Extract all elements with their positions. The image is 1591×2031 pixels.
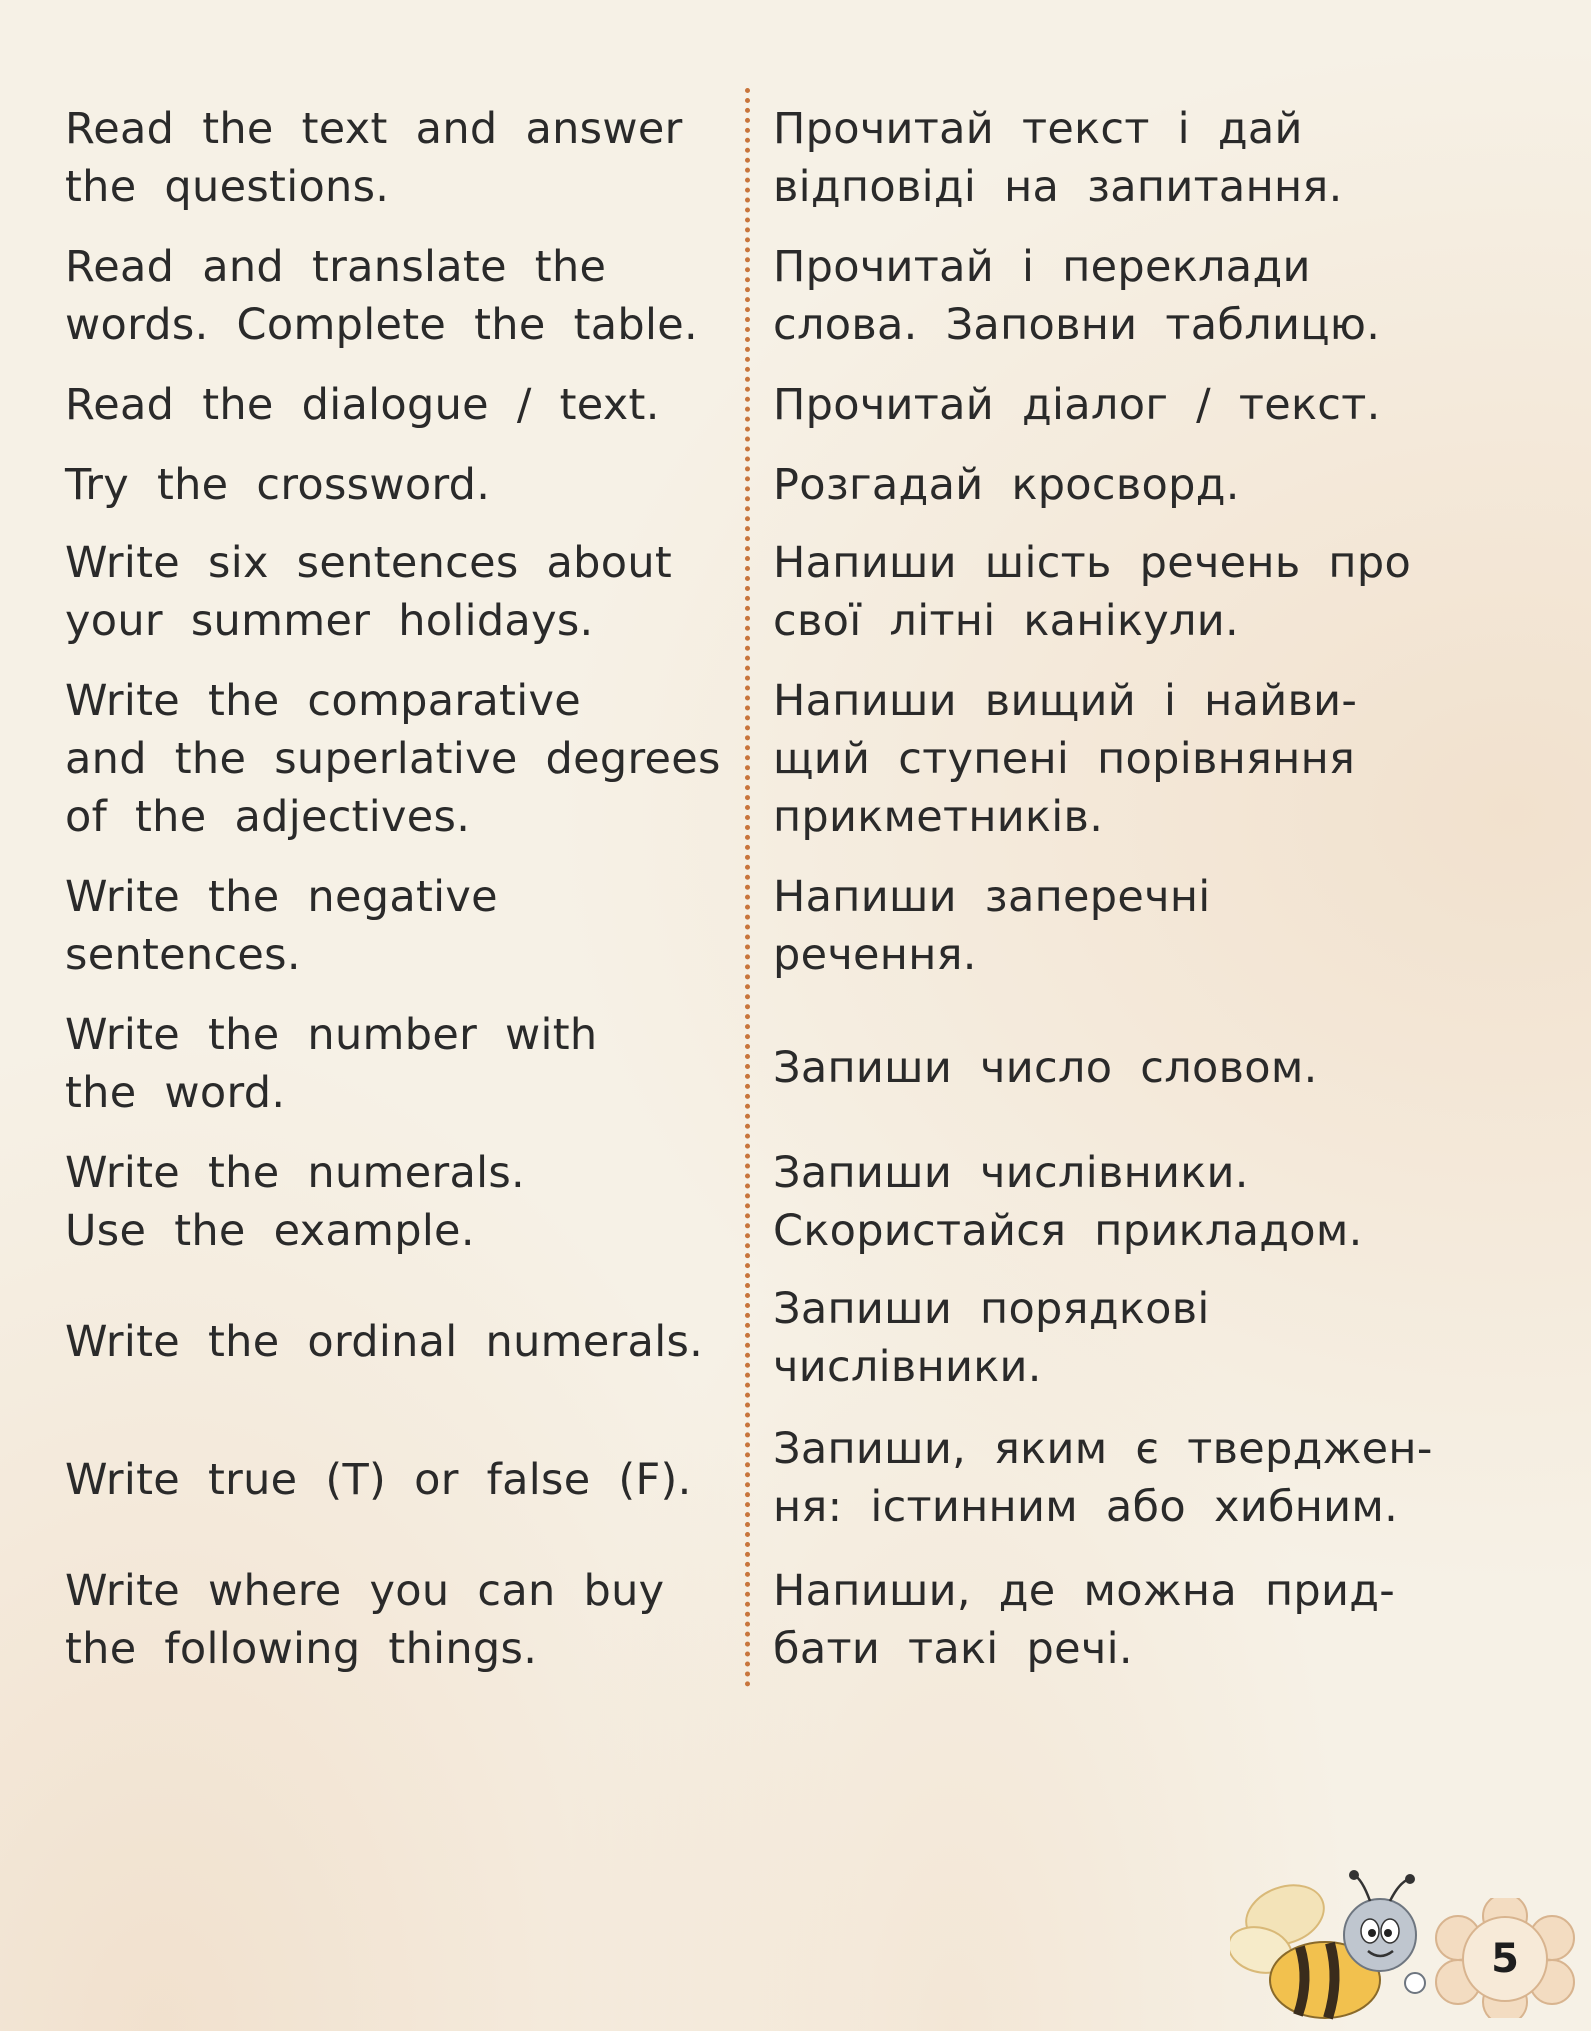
column-divider [745,88,750,1688]
instruction-english: Read the text and answer the questions. [65,104,683,212]
instruction-ukrainian: Напиши заперечні речення. [773,872,1211,980]
instruction-english: Write true (T) or false (F). [65,1455,692,1505]
instruction-english: Try the crossword. [65,460,491,510]
instruction-ukrainian: Прочитай діалог / текст. [773,380,1381,430]
instruction-ukrainian: Напиши вищий і найви- щий ступені порівняння прикметників. [773,676,1358,842]
instruction-english: Write the comparative and the superlative degrees of the adjectives. [65,676,721,842]
instruction-english: Read the dialogue / text. [65,380,660,430]
bee-mascot-icon [1230,1865,1430,2031]
instruction-ukrainian: Напиши шість речень про свої літні канікули. [773,538,1412,646]
instruction-ukrainian: Розгадай кросворд. [773,460,1240,510]
instruction-ukrainian: Запиши число словом. [773,1043,1318,1093]
instruction-english: Write six sentences about your summer holidays. [65,538,673,646]
instruction-english: Write the numerals. Use the example. [65,1148,526,1256]
instruction-ukrainian: Запиши числівники. Скористайся прикладом. [773,1148,1363,1256]
instruction-english: Write where you can buy the following things. [65,1566,665,1674]
instruction-ukrainian: Запиши, яким є тверджен- ня: істинним або хибним. [773,1424,1433,1532]
page-number: 5 [1491,1936,1519,1982]
instruction-english: Write the ordinal numerals. [65,1317,704,1367]
instruction-english: Write the negative sentences. [65,872,498,980]
instruction-ukrainian: Напиши, де можна прид- бати такі речі. [773,1566,1396,1674]
decorative-letter: ​ [1520,471,1540,527]
instruction-ukrainian: Прочитай текст і дай відповіді на запитання. [773,104,1343,212]
instruction-ukrainian: Запиши порядкові числівники. [773,1284,1210,1392]
instruction-english: Write the number with the word. [65,1010,598,1118]
instruction-ukrainian: Прочитай і переклади слова. Заповни таблицю. [773,242,1381,350]
instruction-english: Read and translate the words. Complete the table. [65,242,698,350]
